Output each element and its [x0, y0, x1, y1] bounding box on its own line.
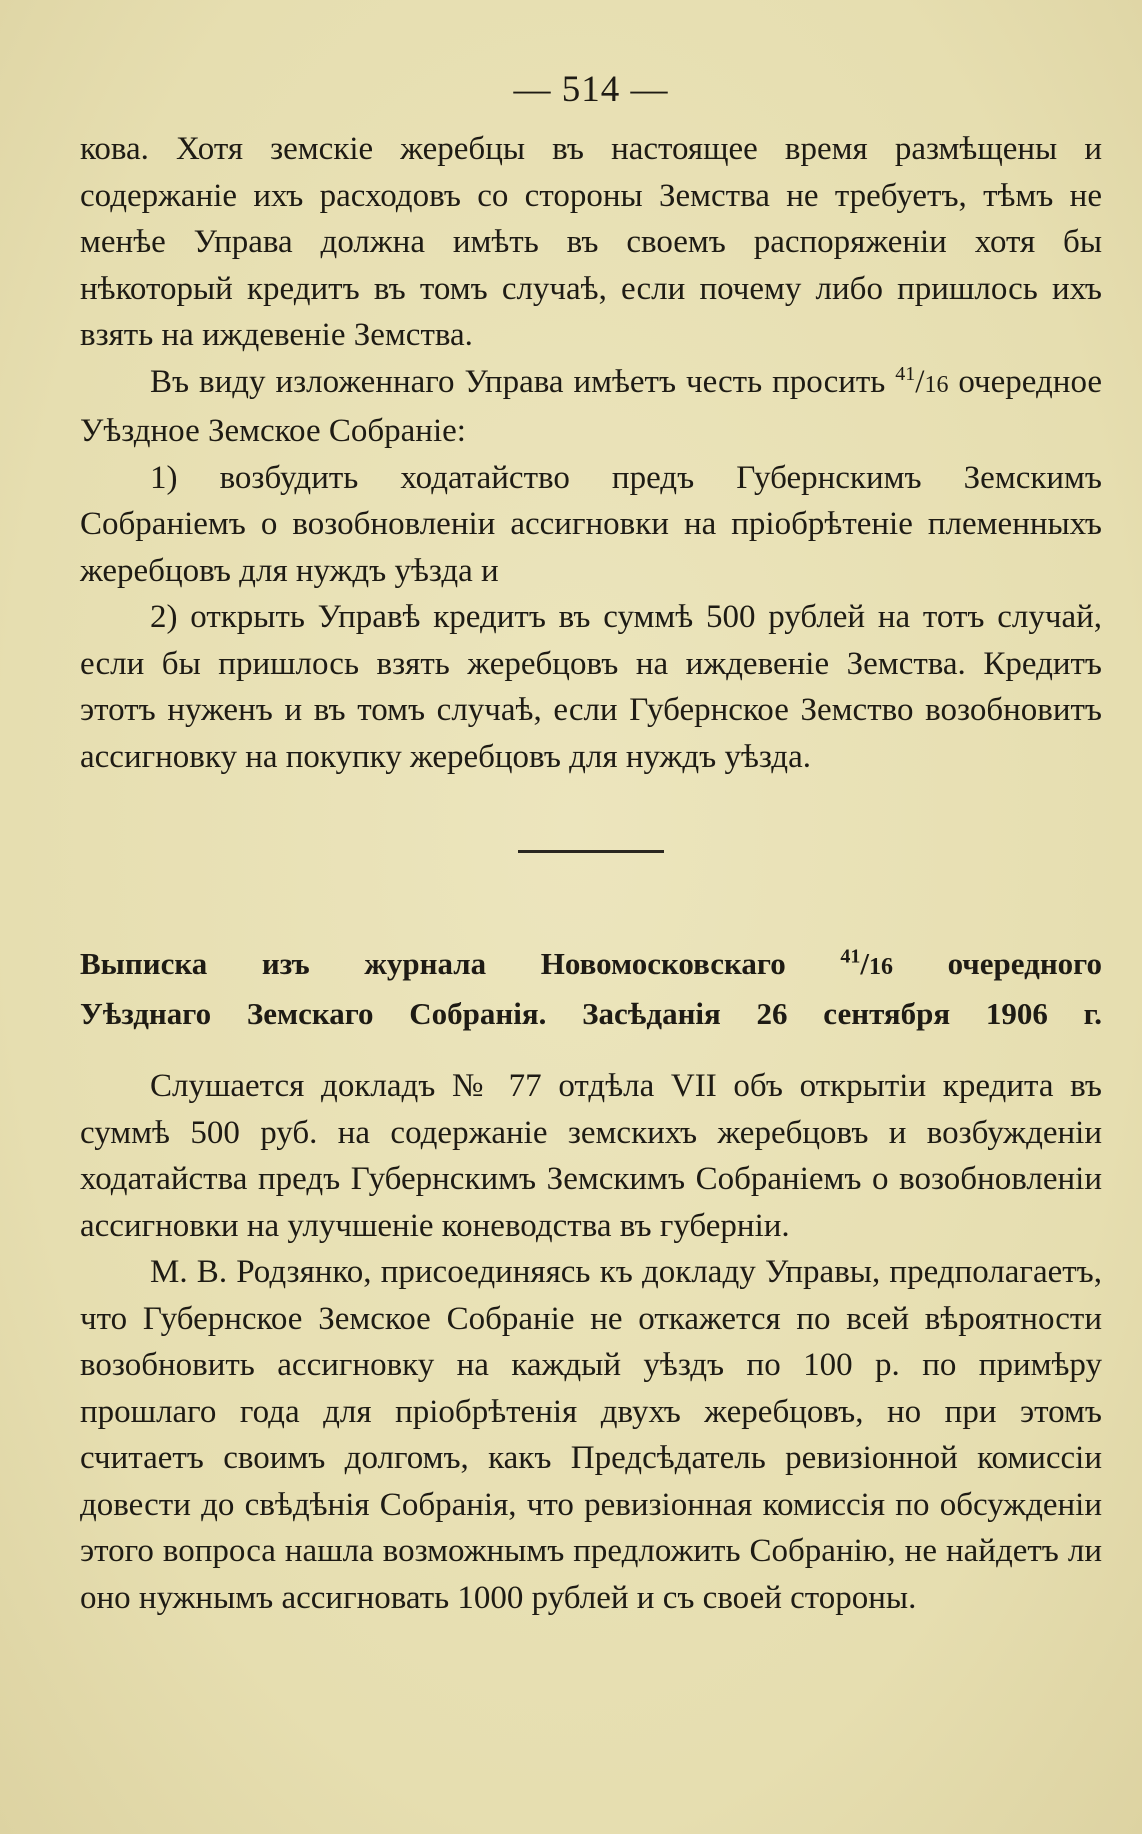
section-heading: [80, 941, 1102, 1037]
heading-text-before: Выписка изъ журнала Новомосковскаго: [80, 946, 841, 981]
paragraph-request: Въ виду изложеннаго Управа имѣетъ честь просить $^{41}$/16 очередное Уѣздное Земское Собраніе:: [80, 362, 1102, 449]
heading-session-sup: 41: [840, 945, 861, 968]
heading-session-sub: 16: [868, 954, 893, 980]
page-number: — 514 —: [513, 69, 669, 110]
paragraph-report: Слушается докладъ № 77 отдѣла VII объ открытіи кредита въ суммѣ 500 руб. на содержаніе земскихъ жеребцовъ и возбужденіи ходатайства предъ Губернскимъ Земскимъ Собраніемъ о возобновленіи ассигновки на улучшеніе коневодства въ губерніи.: [80, 1068, 1102, 1244]
paragraph-rodzianko: М. В. Родзянко, присоединяясь къ докладу Управы, предполагаетъ, что Губернское Земское Собраніе не откажется по всей вѣроятности возобновить ассигновку на каждый уѣздъ по 100 р. по примѣру прошлаго года для пріобрѣтенія двухъ жеребцовъ, но при этомъ считаетъ своимъ долгомъ, какъ Предсѣдатель ревизіонной комиссіи довести до свѣдѣнія Собранія, что ревизіонная комиссія по обсужденіи этого вопроса нашла возможнымъ предложить Собранію, не найдетъ ли оно нужнымъ ассигновать 1000 рублей и съ своей стороны.: [80, 1254, 1102, 1616]
paragraph-continuation: кова. Хотя земскіе жеребцы въ настоящее время размѣщены и содержаніе ихъ расходовъ со стороны Земства не требуетъ, тѣмъ не менѣе Управа должна имѣть въ своемъ распоряженіи хотя бы нѣкоторый кредитъ въ томъ случаѣ, если почему либо пришлось ихъ взять на иждевеніе Земства.: [80, 131, 1102, 353]
list-item-1: 1) возбудить ходатайство предъ Губернскимъ Земскимъ Собраніемъ о возобновленіи ассигновки на пріобрѣтеніе племенныхъ жеребцовъ для нуждъ уѣзда и: [80, 459, 1102, 589]
heading-line-2: Уѣзднаго Земскаго Собранія. Засѣданія 26 сентября 1906 г.: [80, 995, 1102, 1031]
request-text-after: очередное Уѣздное Земское Собраніе:: [80, 363, 1102, 449]
session-number-sup: 41: [895, 362, 916, 385]
request-text-before: Въ виду изложеннаго Управа имѣетъ честь просить: [150, 363, 896, 400]
heading-line-1: Выписка изъ журнала Новомосковскаго $^{41}$/16 очередного: [80, 945, 1102, 981]
section-divider: [518, 850, 664, 853]
session-number-sub: 16: [924, 371, 949, 398]
spacer: [80, 1037, 1102, 1063]
list-item-2: 2) открыть Управѣ кредитъ въ суммѣ 500 рублей на тотъ случай, если бы пришлось взять жеребцовъ на иждевеніе Земства. Кредитъ этотъ нуженъ и въ томъ случаѣ, если Губернское Земство возобновитъ ассигновку на покупку жеребцовъ для нуждъ уѣзда.: [80, 599, 1102, 775]
heading-text-after: очередного: [892, 946, 1102, 981]
